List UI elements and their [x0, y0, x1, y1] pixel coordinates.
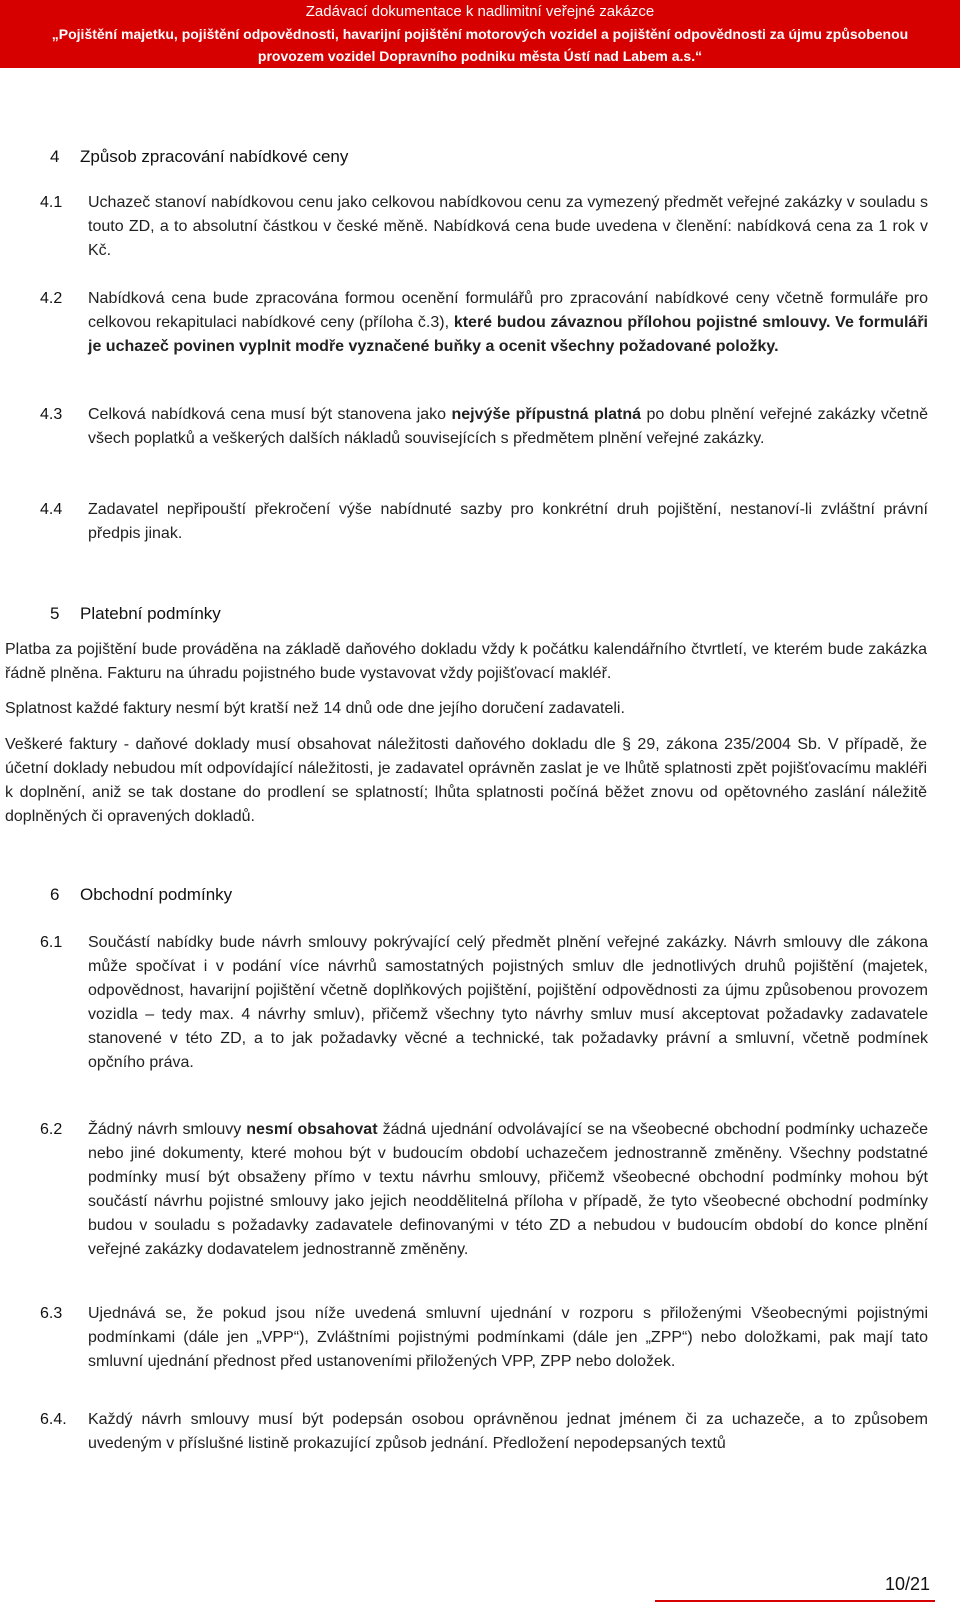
section-number: 5	[50, 604, 60, 623]
clause-text: Ujednává se, že pokud jsou níže uvedená smluvní ujednání v rozporu s přiloženými Všeobecnými pojistnými podmínkami (dále jen „VPP“), Zvláštními pojistnými podmínkami (dále jen „ZPP“) nebo doložkami, pak mají tato smluvní ujednání přednost před ustanoveními přiložených VPP, ZPP nebo doložek.	[88, 1305, 928, 1370]
section-title: Obchodní podmínky	[80, 885, 233, 904]
section-6-heading	[50, 885, 232, 905]
section-number: 6	[50, 885, 60, 904]
section-5-heading	[50, 604, 221, 624]
section-4-heading	[50, 147, 348, 167]
paragraph-payment: Platba za pojištění bude prováděna na základě daňového dokladu vždy k počátku kalendářního čtvrtletí, ve kterém bude zakázka řádně plněna. Fakturu na úhradu pojistného bude vystavovat vždy pojišťovací makléř.	[5, 641, 927, 682]
clause-number: 4.3	[40, 406, 63, 423]
page-number: 10/21	[884, 1574, 930, 1594]
clause-text	[88, 1118, 928, 1262]
clause-4-4	[40, 498, 928, 546]
header-title: Zadávací dokumentace k nadlimitní veřejné zakázce	[305, 3, 655, 20]
paragraph-due-date: Splatnost každé faktury nesmí být kratší než 14 dnů ode dne jejího doručení zadavateli.	[5, 700, 625, 717]
clause-text: Každý návrh smlouvy musí být podepsán osobou oprávněnou jednat jménem či za uchazeče, a to způsobem uvedeným v příslušné listině prokazující způsob jednání. Předložení nepodepsaných textů	[88, 1411, 928, 1452]
clause-6-3	[40, 1302, 928, 1374]
clause-number: 4.1	[40, 194, 63, 211]
clause-number: 4.2	[40, 290, 63, 307]
clause-text-part: po dobu plnění veřejné zakázky včetně všech poplatků a veškerých dalších nákladů souvisejících s předmětem plnění veřejné zakázky.	[88, 406, 928, 447]
clause-6-2	[40, 1118, 928, 1262]
section-number: 4	[50, 147, 60, 166]
clause-text-part: Nabídková cena bude zpracována formou ocenění formulářů pro zpracování nabídkové ceny včetně formuláře pro celkovou rekapitulaci nabídkové ceny (příloha č.3),	[88, 290, 928, 331]
clause-number: 4.4	[40, 501, 63, 518]
clause-6-4	[40, 1408, 928, 1456]
section-title: Platební podmínky	[80, 604, 221, 623]
clause-6-1	[40, 931, 928, 1075]
clause-text-emphasis: které budou závaznou přílohou pojistné smlouvy. Ve formuláři je uchazeč povinen vyplnit modře vyznačené buňky a ocenit všechny požadované položky.	[88, 314, 928, 355]
clause-number: 6.3	[40, 1305, 63, 1322]
clause-4-2	[40, 287, 928, 359]
clause-4-1	[40, 191, 928, 263]
clause-text: Zadavatel nepřipouští překročení výše nabídnuté sazby pro konkrétní druh pojištění, nestanoví-li zvláštní právní předpis jinak.	[88, 501, 928, 542]
clause-number: 6.2	[40, 1121, 63, 1138]
clause-number: 6.1	[40, 934, 63, 951]
clause-4-3	[40, 403, 928, 451]
clause-number: 6.4.	[40, 1411, 67, 1428]
clause-text-part: Žádný návrh smlouvy	[88, 1121, 242, 1138]
clause-text-part: žádná ujednání odvolávající se na všeobecné obchodní podmínky uchazeče nebo jiné dokumenty, které mohou být v budoucím období uchazečem jednostranně změněny. Všechny podstatné podmínky musí být obsaženy přímo v textu návrhu smlouvy, přičemž všeobecné obchodní podmínky mohou být součástí návrhu pojistné smlouvy jako jejich neoddělitelná příloha v případě, že tyto všeobecné obchodní podmínky budou v souladu s požadavky zadavatele definovanými v této ZD a nebudou v budoucím období do konce plnění veřejné zakázky dodavatelem jednostranně změněny.	[88, 1121, 928, 1258]
clause-text: Součástí nabídky bude návrh smlouvy pokrývající celý předmět plnění veřejné zakázky. Návrh smlouvy dle zákona může spočívat i v podání více návrhů samostatných pojistných smluv dle jednotlivých druhů pojištění (majetek, odpovědnost, havarijní pojištění včetně doplňkových pojištění, pojištění odpovědnosti za újmu způsobenou provozem vozidla – tedy max. 4 návrhy smluv), přičemž všechny tyto návrhy smluv musí akceptovat požadavky zadavatele stanovené v této ZD, a to jak požadavky věcné a technické, tak požadavky právní a smluvní, včetně podmínek opčního práva.	[88, 934, 928, 1071]
footer-divider	[655, 1600, 935, 1602]
page-header	[0, 0, 960, 68]
clause-text: Uchazeč stanoví nabídkovou cenu jako celkovou nabídkovou cenu za vymezený předmět veřejné zakázky v souladu s touto ZD, a to absolutní částkou v české měně. Nabídková cena bude uvedena v členění: nabídková cena za 1 rok v Kč.	[88, 194, 928, 259]
header-subtitle-line2: provozem vozidel Dopravního podniku města Ústí nad Labem a.s.“	[257, 48, 703, 64]
header-subtitle-line1: „Pojištění majetku, pojištění odpovědnosti, havarijní pojištění motorových vozidel a pojištění odpovědnosti za újmu způsobenou	[51, 26, 909, 42]
paragraph-invoices: Veškeré faktury - daňové doklady musí obsahovat náležitosti daňového dokladu dle § 29, zákona 235/2004 Sb. V případě, že účetní doklady nebudou mít odpovídající náležitosti, je zadavatel oprávněn zaslat je ve lhůtě splatnosti zpět pojišťovacímu makléři k doplnění, aniž se tak dostane do prodlení se splatností; lhůta splatnosti počíná běžet znovu od opětovného zaslání náležitě doplněných či opravených dokladů.	[5, 736, 927, 825]
section-title: Způsob zpracování nabídkové ceny	[80, 147, 349, 166]
clause-text-part: Celková nabídková cena musí být stanovena jako	[88, 406, 447, 423]
clause-text	[88, 403, 928, 451]
clause-text-emphasis: nejvýše přípustná platná	[451, 406, 642, 423]
clause-text-emphasis: nesmí obsahovat	[246, 1121, 378, 1138]
clause-text	[88, 287, 928, 359]
